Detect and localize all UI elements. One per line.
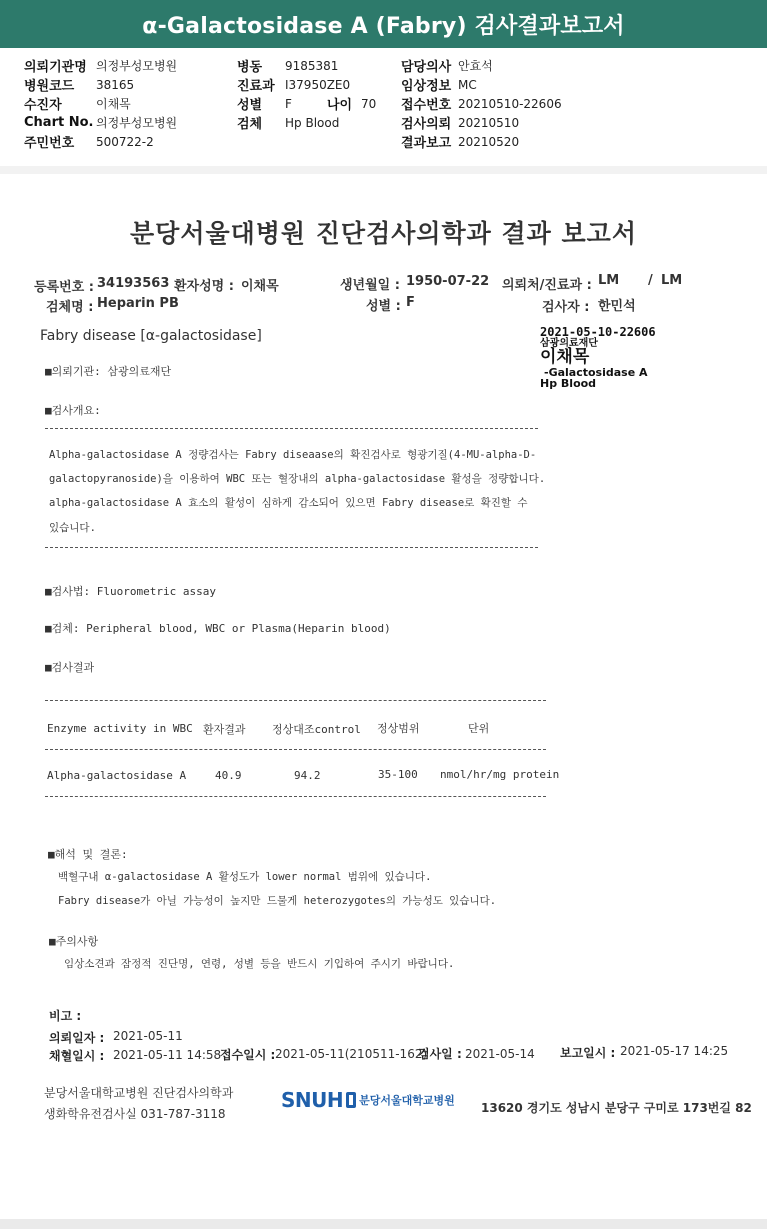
info-label: Chart No. — [24, 115, 94, 130]
sticker-patient: 이채목 — [540, 347, 590, 368]
table-cell: 94.2 — [294, 769, 321, 782]
receipt-label: 접수일시 : — [220, 1048, 276, 1062]
snuh-logo-korean: 분당서울대학교병원 — [359, 1094, 455, 1107]
table-header-cell: 정상대조control — [272, 723, 361, 736]
info-label: 결과보고 — [401, 136, 452, 151]
report-header-title: α-Galactosidase A (Fabry) 검사결과보고서 — [0, 0, 767, 48]
sticker-accession: 2021-05-10-22606 — [540, 325, 656, 339]
reg-value: 34193563 — [97, 276, 170, 291]
specimen-sticker — [540, 326, 656, 390]
result-heading: ■검사결과 — [45, 661, 95, 674]
info-value: I37950ZE0 — [285, 77, 351, 92]
table-rule — [45, 749, 546, 750]
table-header-cell: 단위 — [468, 722, 490, 735]
info-col-1 — [24, 56, 177, 151]
info-col-3 — [401, 56, 562, 151]
dept-value-1: LM — [598, 273, 620, 288]
hospital-address: 13620 경기도 성남시 분당구 구미로 173번길 82 — [481, 1101, 752, 1115]
info-label: 병원코드 — [24, 79, 75, 94]
table-header-cell: Enzyme activity in WBC — [47, 722, 193, 735]
snuh-logo-text: SNUH — [281, 1088, 344, 1112]
snuh-logo — [281, 1088, 455, 1112]
table-cell: nmol/hr/mg protein — [440, 768, 560, 781]
divider — [45, 428, 538, 429]
request-date-value: 2021-05-11 — [113, 1029, 183, 1043]
sticker-org: 삼광의료재단 — [540, 337, 598, 349]
table-cell: Alpha-galactosidase A — [47, 769, 187, 782]
table-rule — [45, 796, 546, 797]
info-label: 담당의사 — [401, 60, 452, 75]
divider — [45, 547, 538, 548]
report-title: 분당서울대병원 진단검사의학과 결과 보고서 — [130, 219, 637, 248]
overview-line: galactopyranoside)을 이용하여 WBC 또는 혈장내의 alpha-galactosidase 활성을 정량합니다. — [49, 473, 546, 485]
caution-line: 임상소견과 잠정적 진단명, 연령, 성별 등을 반드시 기입하여 주시기 바랍니다. — [64, 958, 455, 970]
specimen-label: 검체명 : — [46, 300, 94, 315]
exam-label: 검사일 : — [418, 1047, 462, 1061]
table-rule — [45, 700, 546, 701]
dept-label: 의뢰처/진료과 : — [502, 278, 592, 293]
age-label: 나이 — [327, 98, 353, 113]
remarks-label: 비고 : — [49, 1009, 82, 1023]
page-bottom-margin — [0, 1219, 767, 1229]
table-cell: 35-100 — [378, 768, 418, 781]
sex-label: 성별 : — [366, 299, 401, 314]
overview-line: alpha-galactosidase A 효소의 활성이 심하게 감소되어 있으면 Fabry disease로 확진할 수 — [49, 497, 528, 509]
specimen-line: ■검체: Peripheral blood, WBC or Plasma(Heparin blood) — [45, 622, 391, 635]
table-cell: 40.9 — [215, 769, 242, 782]
dob-label: 생년월일 : — [340, 278, 400, 293]
footer-org: 분당서울대학교병원 진단검사의학과 — [44, 1086, 234, 1100]
interpretation-heading: ■해석 및 결론: — [48, 848, 128, 861]
dept-value-2: LM — [661, 273, 683, 288]
patient-value: 이채목 — [241, 279, 279, 294]
request-date-label: 의뢰일자 : — [49, 1031, 105, 1045]
info-value: 38165 — [96, 77, 135, 92]
info-label: 임상정보 — [401, 79, 452, 94]
collect-value: 2021-05-11 14:58 — [113, 1048, 222, 1062]
info-label: 의뢰기관명 — [24, 60, 87, 75]
info-value: 500722-2 — [96, 134, 154, 149]
info-label: 주민번호 — [24, 136, 75, 151]
sex-value: F — [406, 295, 415, 310]
ref-org: ■의뢰기관: 삼광의료재단 — [45, 365, 172, 378]
info-value: 안효석 — [458, 59, 493, 73]
info-value: 의정부성모병원 — [96, 116, 178, 130]
exam-value: 2021-05-14 — [465, 1047, 535, 1061]
dept-slash: / — [648, 273, 653, 288]
test-name: Fabry disease [α-galactosidase] — [40, 328, 262, 344]
info-label: 진료과 — [237, 79, 275, 94]
info-value: F — [285, 96, 292, 111]
tester-label: 검사자 : — [542, 300, 590, 315]
tester-value: 한민석 — [598, 299, 636, 314]
info-label: 수진자 — [24, 98, 62, 113]
sticker-test: -Galactosidase A — [544, 365, 648, 379]
sticker-specimen: Hp Blood — [540, 377, 597, 391]
report-date-value: 2021-05-17 14:25 — [620, 1044, 729, 1058]
request-info-panel — [0, 48, 767, 167]
overview-line: 있습니다. — [49, 522, 96, 534]
snuh-emblem-icon — [346, 1092, 356, 1108]
info-value: 20210520 — [458, 134, 520, 149]
overview-line: Alpha-galactosidase A 정량검사는 Fabry diseaase의 확진검사로 형광기질(4-MU-alpha-D- — [49, 449, 537, 461]
table-header-cell: 정상범위 — [377, 722, 420, 735]
collect-label: 채혈일시 : — [49, 1049, 105, 1063]
patient-label: 환자성명 : — [174, 279, 234, 294]
interpretation-line: Fabry disease가 아닐 가능성이 높지만 드물게 heterozygotes의 가능성도 있습니다. — [58, 895, 497, 907]
dob-value: 1950-07-22 — [406, 274, 490, 289]
caution-heading: ■주의사항 — [49, 935, 99, 948]
info-value: 이채목 — [96, 97, 131, 111]
info-label: 검체 — [237, 117, 263, 132]
age-value: 70 — [361, 96, 377, 111]
receipt-value: 2021-05-11(210511-162) — [275, 1047, 428, 1061]
info-col-2 — [237, 56, 376, 132]
info-label: 병동 — [237, 60, 263, 75]
overview-heading: ■검사개요: — [45, 404, 101, 417]
info-label: 접수번호 — [401, 98, 452, 113]
info-label: 성별 — [237, 98, 263, 113]
info-value: 의정부성모병원 — [96, 59, 178, 73]
reg-label: 등록번호 : — [34, 280, 94, 295]
info-value: Hp Blood — [285, 115, 340, 130]
section-divider — [0, 166, 767, 174]
info-label: 검사의뢰 — [401, 117, 452, 132]
info-value: 9185381 — [285, 58, 339, 73]
report-date-label: 보고일시 : — [560, 1046, 616, 1060]
specimen-value: Heparin PB — [97, 296, 179, 311]
table-header-cell: 환자결과 — [203, 723, 246, 736]
method-line: ■검사법: Fluorometric assay — [45, 585, 216, 598]
info-value: MC — [458, 77, 477, 92]
footer-phone: 생화학유전검사실 031-787-3118 — [44, 1107, 226, 1121]
scanned-report — [0, 174, 767, 1219]
info-value: 20210510-22606 — [458, 96, 562, 111]
info-value: 20210510 — [458, 115, 520, 130]
interpretation-line: 백혈구내 α-galactosidase A 활성도가 lower normal 범위에 있습니다. — [58, 871, 432, 883]
